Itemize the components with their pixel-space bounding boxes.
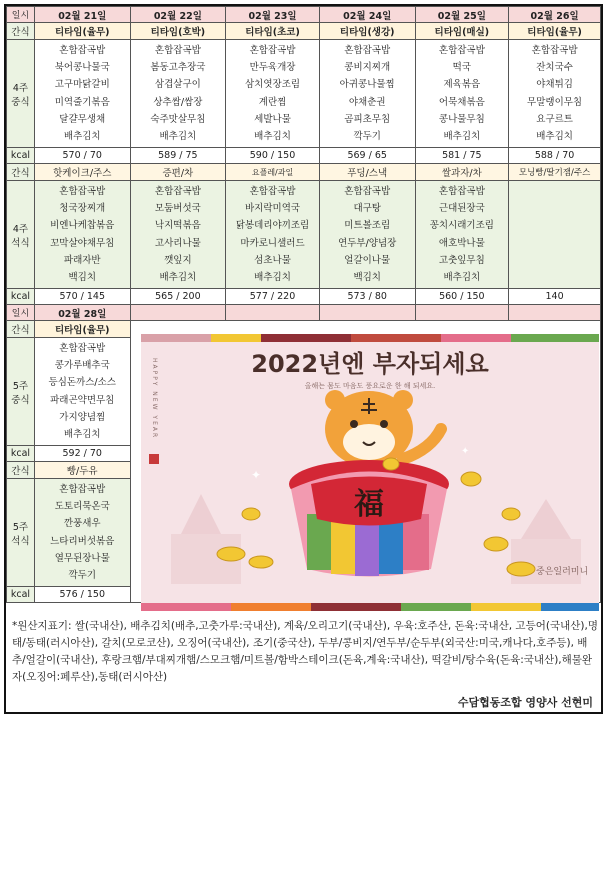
lunch-menu-cell [34, 40, 130, 148]
menu-item: 깍두기 [68, 570, 97, 582]
dinner-menu-cell [34, 181, 130, 289]
kcal-cell: 590 / 150 [226, 148, 320, 164]
theme-cell: 티타임(율무) [509, 23, 601, 40]
empty-cell [130, 305, 226, 321]
menu-item: 혼합잡곡밥 [249, 44, 296, 56]
menu-sheet [4, 4, 603, 714]
menu-item: 무말랭이무침 [527, 96, 583, 108]
menu-item: 깐풍새우 [63, 518, 101, 530]
menu-item: 요구르트 [536, 113, 573, 125]
date-cell: 02월 26일 [509, 7, 601, 23]
week5-date-cell: 02월 28일 [34, 305, 130, 321]
poster-subtitle: 올해는 몸도 마음도 풍요로운 한 해 되세요. [304, 382, 436, 390]
date-cell: 02월 22일 [130, 7, 226, 23]
snack-cell: 모닝빵/딸기잼/주스 [509, 164, 601, 181]
menu-item: 닭봉데리야끼조림 [235, 220, 310, 232]
menu-item: 섬초나물 [254, 254, 291, 266]
new-year-poster [141, 334, 599, 611]
dinner-menu-cell [226, 181, 320, 289]
menu-item: 잔치국수 [536, 61, 573, 73]
menu-item: 낙지떡볶음 [154, 220, 201, 232]
menu-item: 혼합잡곡밥 [438, 44, 485, 56]
menu-item: 고구마닭갈비 [54, 79, 110, 91]
week5-dinner-week: 5주 [12, 521, 29, 533]
theme-cell: 티타임(호박) [130, 23, 226, 40]
menu-item: 콩비지찌개 [344, 61, 391, 73]
dinner-menu-cell [319, 181, 415, 289]
week5-theme-cell: 티타임(율무) [34, 321, 130, 338]
menu-item: 배추김치 [159, 272, 197, 284]
kcal-cell: 588 / 70 [509, 148, 601, 164]
empty-cell [509, 305, 601, 321]
menu-item: 혼합잡곡밥 [438, 185, 485, 197]
menu-item: 얼갈이나물 [344, 254, 391, 266]
menu-item: 미역줄기볶음 [54, 96, 110, 108]
theme-cell: 티타임(초코) [226, 23, 320, 40]
seal-icon [149, 454, 159, 464]
menu-item: 콩나물무침 [438, 113, 485, 125]
snack-cell: 푸딩/스낵 [319, 164, 415, 181]
menu-item: 느타리버섯볶음 [50, 535, 115, 547]
kcal-cell: 569 / 65 [319, 148, 415, 164]
menu-item: 어묵채볶음 [438, 96, 485, 108]
menu-item: 배추김치 [254, 272, 291, 284]
menu-item: 대구탕 [353, 202, 381, 214]
menu-item: 꼬막살야채무침 [50, 237, 115, 249]
menu-item: 아귀콩나물찜 [339, 79, 395, 91]
menu-item: 떡국 [452, 61, 472, 73]
menu-item: 삼겹살구이 [154, 79, 201, 91]
origin-text: *원산지표기: 쌀(국내산), 배추김치(배추,고춧가루:국내산), 계육/오리고기(국내산), 우육:호주산, 돈육:국내산, 고등어(국내산),명태/동태(러시아산), 갈치(모로코산), 오징어(국내산), 조기(중국산), 두부/콩비지/연두부/순두부(외국산:미국,캐나다,호주등), 배추/얼갈이(국내산), 후랑크햄/부대찌개햄/스모크햄/미트볼/함박스테이크(돈육,계육:국내산), 떡갈비/탕수육(돈육:국내산),해물완자(오징어:페루산),동태(러시아산) [12, 620, 598, 683]
menu-item: 비엔나케찹볶음 [50, 220, 115, 232]
date-cell: 02월 25일 [415, 7, 509, 23]
date-cell: 02월 24일 [319, 7, 415, 23]
week5-lunch-kcal: 592 / 70 [34, 446, 130, 462]
date-cell: 02월 23일 [226, 7, 320, 23]
menu-item: 혼합잡곡밥 [59, 44, 106, 56]
menu-item: 근대된장국 [438, 202, 485, 214]
menu-item: 배추김치 [63, 131, 101, 143]
menu-item: 꽁치시래기조림 [429, 220, 494, 232]
menu-item: 혼합잡곡밥 [344, 185, 391, 197]
snack-cell: 요플레/과일 [226, 164, 320, 181]
dinner-menu-cell [130, 181, 226, 289]
lunch-week-label: 4주 [12, 82, 29, 94]
menu-item: 배추김치 [159, 131, 197, 143]
lunch-menu-cell [226, 40, 320, 148]
menu-item: 배추김치 [63, 429, 101, 441]
week5-theme-label: 간식 [7, 321, 35, 338]
lunch-menu-cell [509, 40, 601, 148]
poster-credit: 중은일러미니 [536, 567, 589, 577]
menu-item: 모둠버섯국 [154, 202, 201, 214]
menu-item: 깻잎지 [164, 254, 192, 266]
theme-cell: 티타임(생강) [319, 23, 415, 40]
date-cell: 02월 21일 [34, 7, 130, 23]
menu-item: 만두육개장 [249, 61, 296, 73]
lunch-meal-label: 중식 [11, 96, 30, 108]
snack-cell: 쌀과자/차 [415, 164, 509, 181]
menu-item: 곰피초무침 [344, 113, 391, 125]
dinner-week-label: 4주 [12, 223, 29, 235]
kcal-cell: 560 / 150 [415, 289, 509, 305]
week5-date-label: 일시 [7, 305, 35, 321]
menu-item: 연두부/양념장 [338, 237, 397, 249]
week5-dinner-meal: 석식 [11, 535, 30, 547]
menu-item: 열무된장나물 [54, 552, 110, 564]
menu-item: 배추김치 [443, 131, 481, 143]
menu-item: 깍두기 [353, 131, 381, 143]
kcal-cell: 570 / 145 [34, 289, 130, 305]
week5-lunch-label [7, 338, 35, 446]
menu-item: 도토리묵온국 [54, 500, 110, 512]
theme-cell: 티타임(율무) [34, 23, 130, 40]
poster-title: 2022년엔 부자되세요 [251, 350, 489, 378]
menu-item: 배추김치 [254, 131, 291, 143]
menu-item: 혼합잡곡밥 [154, 185, 201, 197]
menu-item: 백김치 [68, 272, 97, 284]
bag-character: 福 [354, 487, 384, 522]
kcal-cell: 589 / 75 [130, 148, 226, 164]
week5-snack-label: 간식 [7, 462, 35, 479]
menu-item: 혼합잡곡밥 [59, 483, 106, 495]
menu-item: 혼합잡곡밥 [59, 185, 106, 197]
menu-item: 혼합잡곡밥 [344, 44, 391, 56]
theme-row-label: 간식 [7, 23, 35, 40]
menu-item: 등심돈까스/소스 [48, 377, 116, 389]
kcal-cell: 581 / 75 [415, 148, 509, 164]
week5-dinner-kcal-label: kcal [7, 587, 35, 603]
menu-item: 혼합잡곡밥 [59, 342, 106, 354]
menu-item: 배추김치 [443, 272, 481, 284]
lunch-kcal-label: kcal [7, 148, 35, 164]
week5-dinner-cell [34, 479, 130, 587]
dinner-kcal-label: kcal [7, 289, 35, 305]
empty-cell [319, 305, 415, 321]
sparkle-icon: ✦ [251, 468, 262, 482]
date-row-label: 일시 [7, 7, 35, 23]
lunch-menu-cell [319, 40, 415, 148]
menu-item: 달걀무생채 [59, 113, 106, 125]
menu-item: 배추김치 [536, 131, 573, 143]
signature: 수담협동조합 영양사 선현미 [457, 696, 593, 709]
menu-item: 봄동고추장국 [150, 61, 206, 73]
kcal-cell: 577 / 220 [226, 289, 320, 305]
menu-item: 미트볼조림 [344, 220, 391, 232]
kcal-cell: 565 / 200 [130, 289, 226, 305]
menu-item: 혼합잡곡밥 [249, 185, 296, 197]
lunch-menu-cell [415, 40, 509, 148]
menu-item: 혼합잡곡밥 [154, 44, 201, 56]
origin-notes [12, 618, 600, 686]
dinner-row-label [7, 181, 35, 289]
sparkle-icon: ✦ [461, 446, 470, 457]
week5-lunch-kcal-label: kcal [7, 446, 35, 462]
menu-item: 파래곤약면무침 [50, 394, 115, 406]
week5-lunch-cell [34, 338, 130, 446]
menu-item: 파래자반 [63, 254, 101, 266]
snack-cell: 핫케이크/주스 [34, 164, 130, 181]
menu-item: 북어콩나물국 [54, 61, 110, 73]
dinner-menu-cell [415, 181, 509, 289]
kcal-cell: 573 / 80 [319, 289, 415, 305]
menu-item: 애호박나물 [438, 237, 485, 249]
menu-item: 숙주맛살무침 [150, 113, 206, 125]
week5-dinner-kcal: 576 / 150 [34, 587, 130, 603]
menu-item: 상추쌈/쌈장 [153, 96, 203, 108]
lucky-bag-icon [289, 460, 449, 577]
empty-cell [415, 305, 509, 321]
menu-item: 삼치엿장조림 [245, 79, 301, 91]
theme-cell: 티타임(매실) [415, 23, 509, 40]
kcal-cell: 140 [509, 289, 601, 305]
menu-item: 계란찜 [258, 96, 287, 108]
side-text: HAPPY NEW YEAR [151, 358, 158, 440]
menu-item: 야채춘권 [348, 96, 386, 108]
menu-item: 콩가루배추국 [54, 359, 110, 371]
snack-row-label: 간식 [7, 164, 35, 181]
week5-lunch-meal: 중식 [11, 394, 30, 406]
menu-item: 바지락미역국 [245, 202, 301, 214]
menu-item: 혼합잡곡밥 [531, 44, 578, 56]
empty-cell [226, 305, 320, 321]
menu-item: 가지양념찜 [59, 411, 106, 423]
menu-item: 청국장찌개 [59, 202, 106, 214]
lunch-menu-cell [130, 40, 226, 148]
dinner-meal-label: 석식 [11, 237, 30, 249]
dinner-menu-cell [509, 181, 601, 289]
week5-snack: 빵/두유 [34, 462, 130, 479]
snack-cell: 증편/차 [130, 164, 226, 181]
week5-lunch-week: 5주 [12, 380, 29, 392]
week5-dinner-label [7, 479, 35, 587]
menu-item: 백김치 [353, 272, 381, 284]
menu-item: 고사리나물 [154, 237, 201, 249]
menu-item: 고춧잎무침 [438, 254, 485, 266]
menu-item: 제육볶음 [443, 79, 481, 91]
menu-item: 세발나물 [254, 113, 291, 125]
menu-item: 야채튀김 [536, 79, 573, 91]
menu-item: 마카로니샐러드 [240, 237, 305, 249]
lunch-row-label [7, 40, 35, 148]
kcal-cell: 570 / 70 [34, 148, 130, 164]
